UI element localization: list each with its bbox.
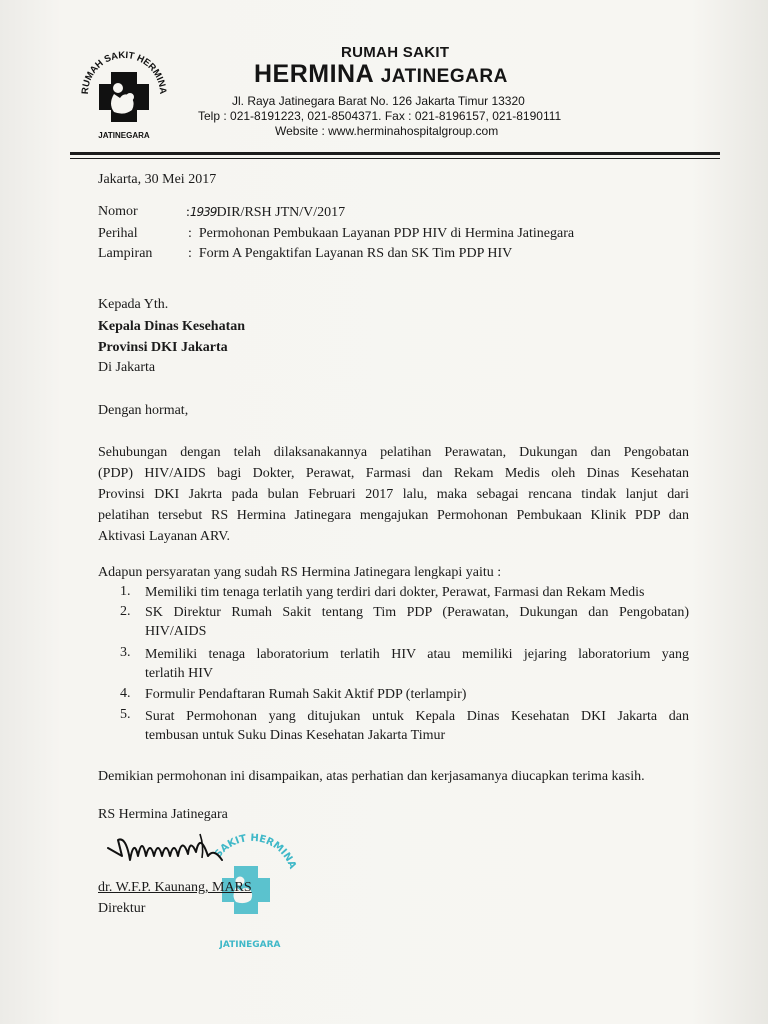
svg-text:JATINEGARA: JATINEGARA [98, 131, 150, 140]
meta-value-lampiran [188, 245, 512, 263]
svg-text:RUMAH SAKIT HERMINA: RUMAH SAKIT HERMINA [79, 49, 169, 95]
list-number: 4. [120, 686, 131, 701]
paragraph-line: Provinsi DKI Jakrta pada bulan Februari 2017 lalu, maka sebagai rencana tindak lanjut dari [98, 487, 689, 502]
list-item: SK Direktur Rumah Sakit tentang Tim PDP (Perawatan, Dukungan dan Pengobatan) [145, 605, 689, 620]
salutation: Dengan hormat, [98, 403, 189, 418]
list-item-cont: tembusan untuk Suku Dinas Kesehatan Jakarta Timur [145, 728, 446, 743]
list-item-cont: terlatih HIV [145, 666, 214, 681]
list-item-cont: HIV/AIDS [145, 624, 207, 639]
meta-number: DIR/RSH JTN/V/2017 [216, 205, 346, 220]
paragraph-line: pelatihan tersebut RS Hermina Jatinegara mengajukan Permohonan Pembukaan Klinik PDP dan [98, 508, 689, 523]
list-item: Memiliki tim tenaga terlatih yang terdiri dari dokter, Perawat, Farmasi dan Rekam Medis [145, 585, 645, 600]
list-number: 3. [120, 645, 131, 660]
meta-label-perihal: Perihal [98, 226, 138, 241]
handwritten-signature [104, 826, 244, 886]
org-address: Jl. Raya Jatinegara Barat No. 126 Jakarta Timur 13320 [232, 94, 525, 108]
meta-value-perihal [188, 225, 574, 243]
svg-text:JATINEGARA: JATINEGARA [219, 940, 281, 950]
list-item: Formulir Pendaftaran Rumah Sakit Aktif PDP (terlampir) [145, 687, 467, 702]
recipient-line3: Di Jakarta [98, 360, 156, 375]
meta-label-nomor: Nomor [98, 204, 138, 219]
org-name-main: HERMINA [254, 60, 374, 88]
meta-sep: : [186, 205, 190, 220]
recipient-line2: Provinsi DKI Jakarta [98, 340, 228, 355]
meta-attachment: Form A Pengaktifan Layanan RS dan SK Tim PDP HIV [198, 246, 513, 261]
paragraph-line: (PDP) HIV/AIDS bagi Dokter, Perawat, Farmasi dan Rekam Medis oleh Dinas Kesehatan [98, 466, 689, 481]
org-branch: JATINEGARA [380, 66, 508, 87]
list-number: 2. [120, 604, 131, 619]
paragraph-line: Aktivasi Layanan ARV. [98, 529, 230, 544]
header-rule-thick [70, 152, 720, 155]
place-date: Jakarta, 30 Mei 2017 [98, 172, 217, 187]
meta-label-lampiran: Lampiran [98, 246, 153, 261]
meta-sep: : [188, 246, 192, 261]
org-name [254, 60, 508, 89]
meta-value-nomor [186, 203, 345, 222]
hospital-logo [74, 44, 174, 144]
org-phone: Telp : 021-8191223, 021-8504371. Fax : 021-8196157, 021-8190111 [198, 109, 562, 123]
list-item: Memiliki tenaga laboratorium terlatih HIV atau memiliki jejaring laboratorium yang [145, 647, 689, 662]
list-number: 1. [120, 584, 131, 599]
handwritten-number: 1939 [189, 205, 217, 219]
sender-org: RS Hermina Jatinegara [98, 807, 228, 822]
list-number: 5. [120, 707, 131, 722]
svg-text:SAKIT HERMINA: SAKIT HERMINA [212, 832, 298, 871]
org-prefix: RUMAH SAKIT [341, 44, 450, 61]
list-item: Surat Permohonan yang ditujukan untuk Kepala Dinas Kesehatan DKI Jakarta dan [145, 709, 689, 724]
signer-name: dr. W.F.P. Kaunang, MARS [98, 880, 252, 895]
paragraph-line: Sehubungan dengan telah dilaksanakannya pelatihan Perawatan, Dukungan dan Pengobatan [98, 445, 689, 460]
recipient-greeting: Kepada Yth. [98, 297, 169, 312]
org-website: Website : www.herminahospitalgroup.com [275, 124, 499, 138]
header-rule-thin [70, 158, 720, 159]
closing-sentence: Demikian permohonan ini disampaikan, atas perhatian dan kerjasamanya diucapkan terima kasih. [98, 769, 645, 784]
signer-title: Direktur [98, 901, 146, 916]
recipient-line1: Kepala Dinas Kesehatan [98, 319, 246, 334]
meta-subject: Permohonan Pembukaan Layanan PDP HIV di Hermina Jatinegara [198, 226, 575, 241]
list-intro: Adapun persyaratan yang sudah RS Hermina Jatinegara lengkapi yaitu : [98, 565, 502, 580]
meta-sep: : [188, 226, 192, 241]
